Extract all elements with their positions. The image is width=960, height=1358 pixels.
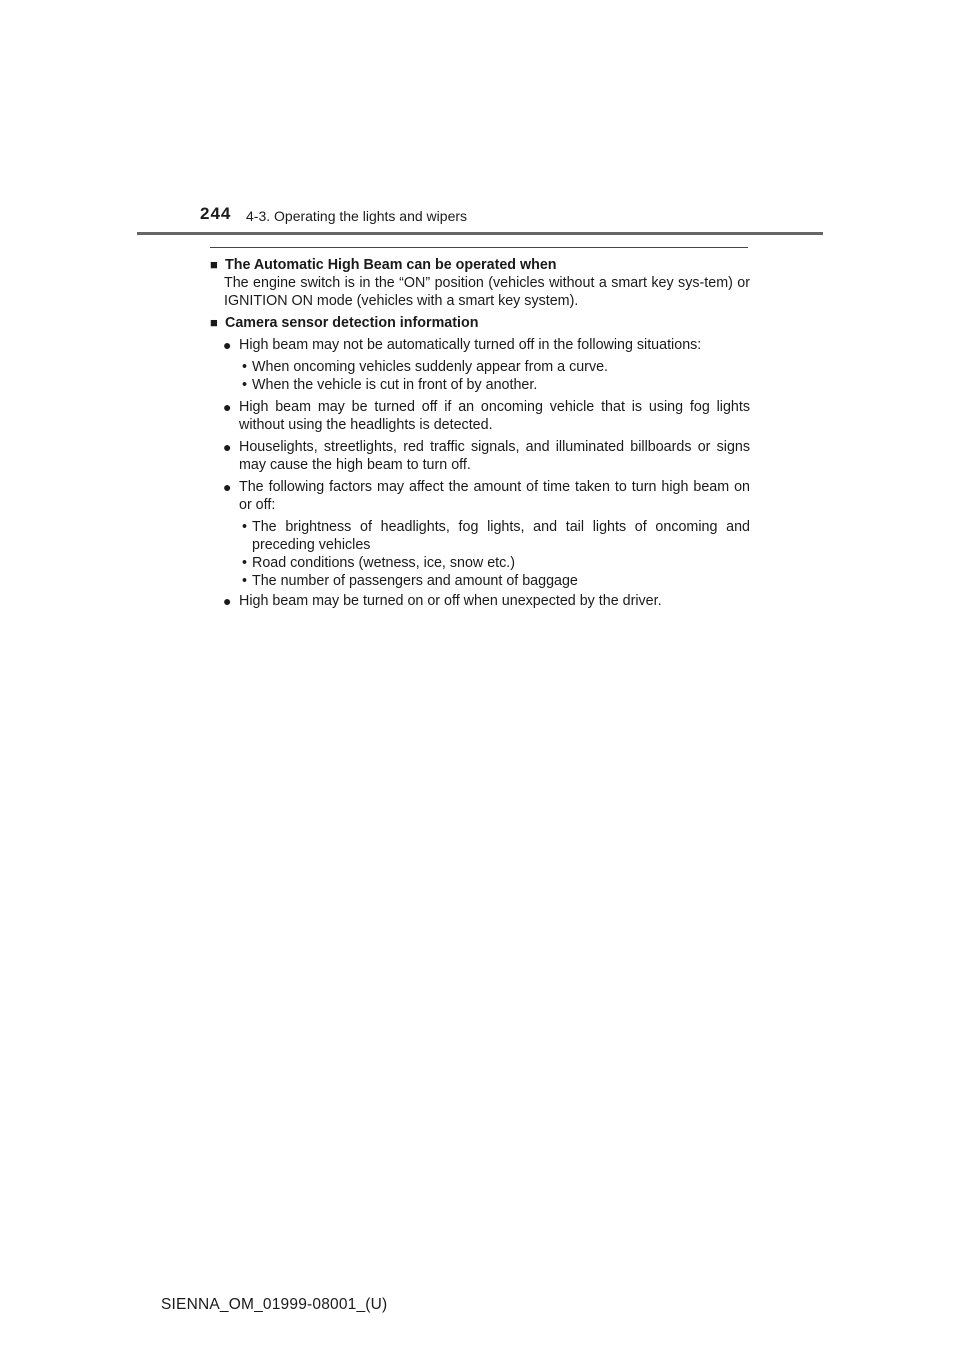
page-number: 244 <box>200 204 232 223</box>
circle-bullet-icon: ● <box>223 399 232 415</box>
section-rule <box>210 247 748 248</box>
dot-bullet-icon: • <box>242 519 248 535</box>
sub-list-item: • Road conditions (wetness, ice, snow etc.) <box>242 555 516 571</box>
dot-bullet-icon: • <box>242 359 248 375</box>
section-body: The engine switch is in the “ON” position (vehicles without a smart key sys-tem) or IGNITION ON mode (vehicles with a smart key system). <box>224 275 750 309</box>
circle-bullet-icon: ● <box>223 593 232 609</box>
circle-bullet-icon: ● <box>223 439 232 455</box>
square-bullet-icon: ■ <box>210 257 218 272</box>
dot-bullet-icon: • <box>242 555 248 571</box>
square-bullet-icon: ■ <box>210 315 218 330</box>
sub-list-item: • When oncoming vehicles suddenly appear from a curve. <box>242 359 609 375</box>
list-item: ● High beam may be turned on or off when unexpected by the driver. <box>223 593 662 609</box>
dot-bullet-icon: • <box>242 573 248 589</box>
header-rule <box>137 232 823 235</box>
document-code: SIENNA_OM_01999-08001_(U) <box>161 1296 388 1313</box>
list-item: ● Houselights, streetlights, red traffic signals, and illuminated billboards or signs may cause the high beam to turn off. <box>223 439 750 473</box>
dot-bullet-icon: • <box>242 377 248 393</box>
sub-list-item: • When the vehicle is cut in front of by another. <box>242 377 538 393</box>
chapter-title: 4-3. Operating the lights and wipers <box>246 208 468 224</box>
circle-bullet-icon: ● <box>223 479 232 495</box>
sub-list-item: • The brightness of headlights, fog lights, and tail lights of oncoming and preceding vehicles <box>242 519 750 553</box>
circle-bullet-icon: ● <box>223 337 232 353</box>
section-heading: ■ Camera sensor detection information <box>210 315 479 331</box>
page-content <box>210 256 750 610</box>
list-item: ● High beam may not be automatically turned off in the following situations: <box>223 337 702 353</box>
section-heading: ■ The Automatic High Beam can be operated when <box>210 257 557 273</box>
list-item: ● High beam may be turned off if an oncoming vehicle that is using fog lights without using the headlights is detected. <box>223 399 750 433</box>
list-item: ● The following factors may affect the amount of time taken to turn high beam on or off: <box>223 479 750 513</box>
sub-list-item: • The number of passengers and amount of baggage <box>242 573 578 589</box>
